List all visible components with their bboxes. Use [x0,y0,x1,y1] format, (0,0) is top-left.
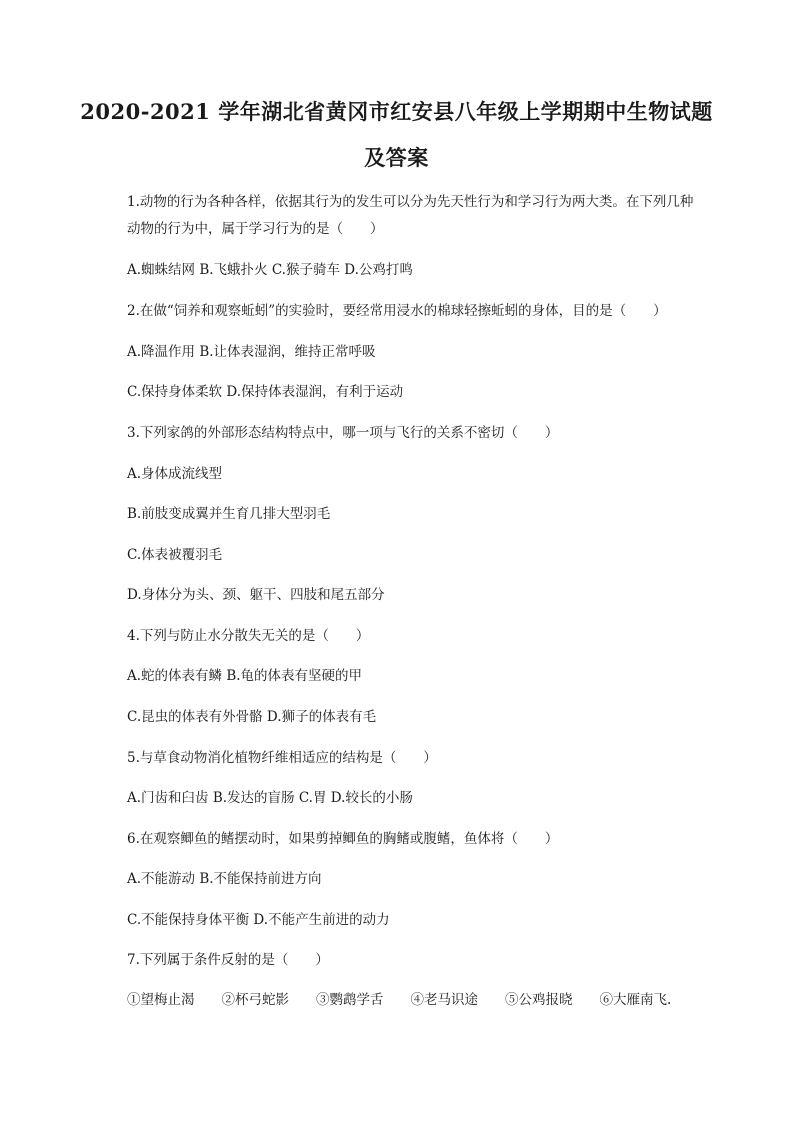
question-6-options-ab: A.不能游动 B.不能保持前进方向 [127,871,322,887]
question-1-line2: 动物的行为中，属于学习行为的是（ ） [127,221,384,237]
question-3-option-d: D.身体分为头、颈、躯干、四肢和尾五部分 [127,587,385,603]
question-6: 6.在观察鲫鱼的鳍摆动时，如果剪掉鲫鱼的胸鳍或腹鳍，鱼体将（ ） [127,831,559,847]
question-7: 7.下列属于条件反射的是（ ） [127,952,329,968]
question-3-option-a: A.身体成流线型 [127,466,223,482]
question-3-option-c: C.体表被覆羽毛 [127,547,223,563]
question-1-options: A.蜘蛛结网 B.飞蛾扑火 C.猴子骑车 D.公鸡打鸣 [127,262,413,278]
question-2-options-cd: C.保持身体柔软 D.保持体表湿润，有利于运动 [127,384,404,400]
question-3: 3.下列家鸽的外部形态结构特点中，哪一项与飞行的关系不密切（ ） [127,425,559,441]
question-4: 4.下列与防止水分散失无关的是（ ） [127,628,370,644]
document-title-line2: 及答案 [364,145,429,170]
question-3-option-b: B.前肢变成翼并生育几排大型羽毛 [127,506,331,522]
question-6-options-cd: C.不能保持身体平衡 D.不能产生前进的动力 [127,912,390,928]
question-2: 2.在做“饲养和观察蚯蚓”的实验时，要经常用浸水的棉球轻擦蚯蚓的身体，目的是（ ） [127,303,667,319]
question-5: 5.与草食动物消化植物纤维相适应的结构是（ ） [127,750,437,766]
question-1-line1: 1.动物的行为各种各样，依据其行为的发生可以分为先天性行为和学习行为两大类。在下列几种 [127,194,694,210]
document-title-line1: 2020-2021 学年湖北省黄冈市红安县八年级上学期期中生物试题 [80,99,713,124]
question-7-items: ①望梅止渴 ②杯弓蛇影 ③鹦鹉学舌 ④老马识途 ⑤公鸡报晓 ⑥大雁南飞. [127,992,672,1008]
question-4-options-ab: A.蛇的体表有鳞 B.龟的体表有坚硬的甲 [127,668,363,684]
question-4-options-cd: C.昆虫的体表有外骨骼 D.狮子的体表有毛 [127,709,377,725]
question-2-options-ab: A.降温作用 B.让体表湿润，维持正常呼吸 [127,344,376,360]
question-5-options: A.门齿和臼齿 B.发达的盲肠 C.胃 D.较长的小肠 [127,790,413,806]
